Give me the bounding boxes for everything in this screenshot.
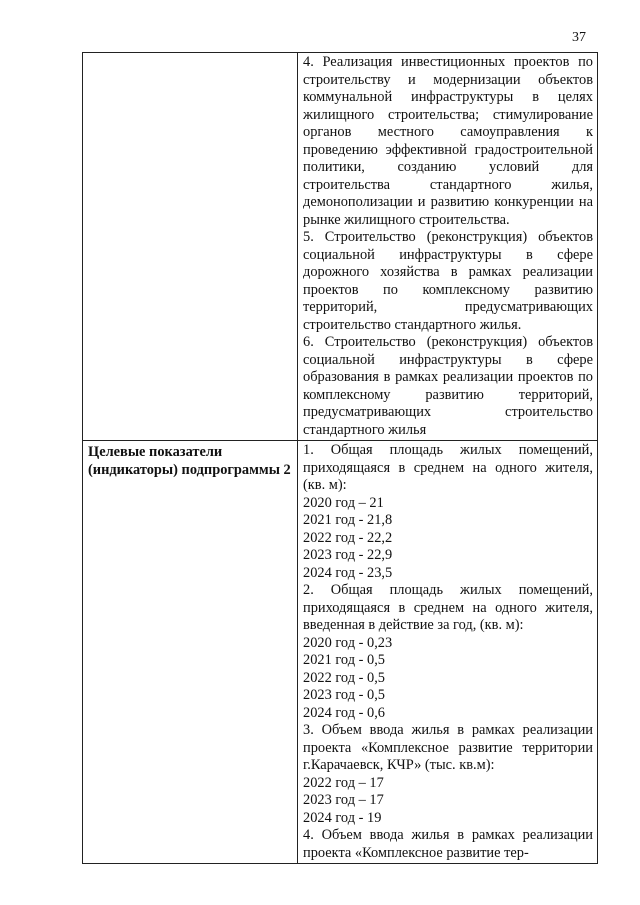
indicator-year-value: 2024 год - 0,6: [303, 704, 386, 721]
content-paragraph: 6. Строительство (реконструкция) объектов социальной инфраструктуры в сфере образования в рамках реализации проектов по комплексному развитию территорий, предусматривающих строительство стандартного жилья: [303, 334, 593, 438]
indicator-item: 1. Общая площадь жилых помещений, приходящаяся в среднем на одного жителя, (кв. м):: [303, 442, 593, 493]
indicator-year-value: 2024 год - 23,5: [303, 564, 393, 581]
content-paragraph: 5. Строительство (реконструкция) объектов социальной инфраструктуры в сфере дорожного хозяйства в рамках реализации проектов по комплексному развитию территорий, предусматривающих строительство стандартного жилья.: [303, 229, 593, 333]
indicator-item: 2. Общая площадь жилых помещений, приходящаяся в среднем на одного жителя, введенная в действие за год, (кв. м):: [303, 582, 593, 633]
indicator-year-value: 2022 год – 17: [303, 774, 384, 791]
indicator-year-value: 2020 год - 0,23: [303, 634, 393, 651]
table-row: [83, 53, 598, 441]
indicator-year-value: 2023 год – 17: [303, 792, 384, 808]
indicator-year-value: 2022 год - 0,5: [303, 669, 386, 686]
row-label-cell: [83, 441, 298, 864]
indicators-heading: Целевые показатели (индикаторы) подпрограммы 2: [88, 444, 291, 478]
indicator-item: 4. Объем ввода жилья в рамках реализации проекта «Комплексное развитие тер-: [303, 827, 593, 861]
indicator-year-value: 2021 год - 21,8: [303, 512, 393, 528]
row-label-cell: [83, 53, 298, 441]
indicator-year-value: 2020 год – 21: [303, 494, 384, 511]
indicator-year-value: 2023 год - 22,9: [303, 547, 393, 563]
program-passport-table: [82, 52, 598, 864]
page-number: 37: [572, 30, 586, 45]
indicator-year-value: 2021 год - 0,5: [303, 652, 386, 668]
indicator-year-value: 2023 год - 0,5: [303, 687, 386, 703]
indicator-item: 3. Объем ввода жилья в рамках реализации проекта «Комплексное развитие территории г.Карачаевск, КЧР» (тыс. кв.м):: [303, 722, 593, 773]
row-content-cell: [298, 441, 598, 864]
indicator-year-value: 2022 год - 22,2: [303, 529, 393, 546]
row-content-cell: [298, 53, 598, 441]
content-paragraph: 4. Реализация инвестиционных проектов по строительству и модернизации объектов коммунальной инфраструктуры в целях жилищного строительства; стимулирование органов местного самоуправления к проведению эффективной градостроительной политики, созданию условий для строительства стандартного жилья, демонополизации и развитию конкуренции на рынке жилищного строительства.: [303, 54, 593, 228]
indicator-year-value: 2024 год - 19: [303, 809, 382, 826]
table-row: [83, 441, 598, 864]
